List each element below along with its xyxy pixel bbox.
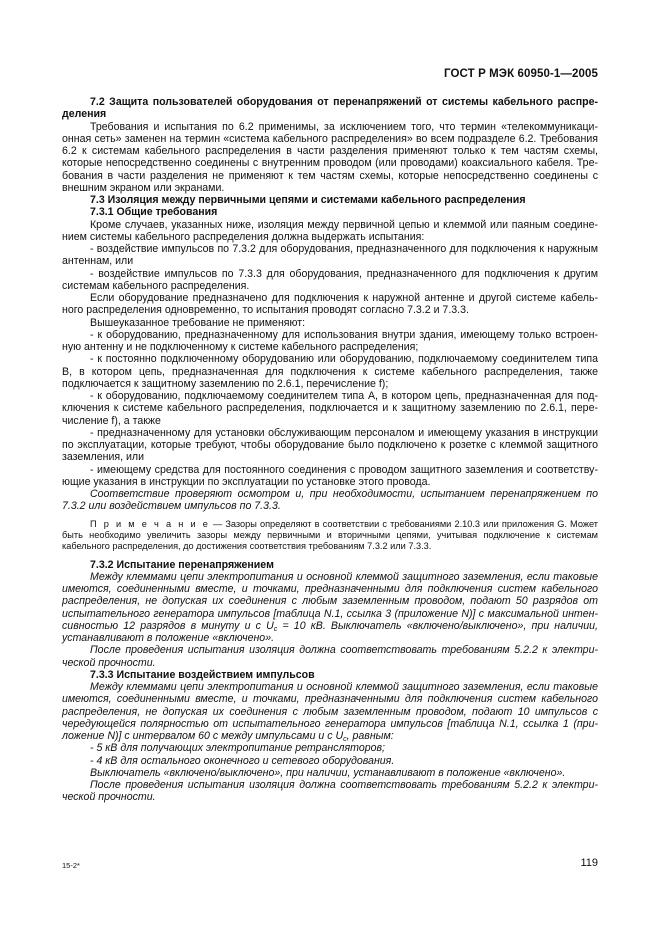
paragraph: Если оборудование предназначено для подключения к наружной антенне и другой системе кабельного распределения одновременно, то испытания проводят согласно 7.3.2 и 7.3.3. <box>62 292 598 317</box>
section-7-3-title: 7.3 Изоляция между первичными цепями и системами кабельного распределения <box>90 194 526 206</box>
paragraph: После проведения испытания изоляция должна соответствовать требованиям 5.2.2 к электрической прочности. <box>62 644 598 669</box>
paragraph <box>62 681 598 742</box>
section-7-3-2-title: 7.3.2 Испытание перенапряжением <box>90 558 274 571</box>
note <box>62 519 598 553</box>
paragraph <box>62 571 598 645</box>
compliance-paragraph: Соответствие проверяют осмотром и, при необходимости, испытанием перенапряжением по 7.3.2 или воздействием импульсов по 7.3.3. <box>62 488 598 513</box>
list-item: - к оборудованию, подключаемому соединителем типа А, в котором цепь, предназначенная для подключения к системе кабельного распределения, подключается и к защитному заземлению по 2.6.1, перечисление f), а также <box>62 390 598 427</box>
document-body <box>62 96 598 804</box>
document-id: ГОСТ Р МЭК 60950-1—2005 <box>444 68 598 80</box>
paragraph: Выключатель «включено/выключено», при наличии, устанавливают в положение «включено». <box>90 766 566 779</box>
list-item: - воздействие импульсов по 7.3.2 для оборудования, предназначенного для подключения к наружным антеннам, или <box>62 243 598 268</box>
note-text: — Зазоры определяют в соответствии с требованиями 2.10.3 или приложения G. Может быть необходимо увеличить зазоры между первичными и вторичными цепями, учитывая подключение к системам кабельного распределения, до достижения соответствия требованиям 7.3.2 или 7.3.3. <box>62 518 598 552</box>
text-part: Между клеммами цепи электропитания и основной клеммой защитного заземления, если таковые имеются, соединенными вместе, и точками, предназначенными для подключения систем кабельного распределения, не допуская их соединения с любым заземленным проводом, подают 50 разрядов от испытательного генератора импульсов [таблица N.1, ссылка 3 (приложение N)] с максимальной интенсивностью 12 разрядов в минуту и с U <box>62 570 598 632</box>
list-item: - 4 кВ для остального оконечного и сетевого оборудования. <box>90 754 395 767</box>
paragraph: Кроме случаев, указанных ниже, изоляция между первичной цепью и клеммой или паяным соединением системы кабельного распределения должна выдержать испытания: <box>62 218 598 243</box>
section-7-3-3-title: 7.3.3 Испытание воздействием импульсов <box>90 668 315 681</box>
list-item: - воздействие импульсов по 7.3.3 для оборудования, предназначенного для подключения к другим системам кабельного распределения. <box>62 267 598 292</box>
text-part: , равным: <box>346 730 394 743</box>
note-label: П р и м е ч а н и е <box>90 518 210 529</box>
paragraph: Вышеуказанное требование не применяют: <box>90 316 306 329</box>
list-item: - к оборудованию, предназначенному для использования внутри здания, имеющему только встроенную антенну и не подключенному к системе кабельного распределения; <box>62 328 598 353</box>
section-7-2-paragraph: Требования и испытания по 6.2 применимы, за исключением того, что термин «телекоммуникационная сеть» заменен на термин «система кабельного распределения» во всем подразделе 6.2. Требования 6.2 к системам кабельного распределения в части разделения применяют только к тем частям схемы, которые непосредственно соединены с внутренним проводом (или проводами) коаксиального кабеля. Требования в части разделения не применяют к тем частям схемы, которые непосредственно соединены с внешним экраном или экранами. <box>62 120 598 194</box>
paragraph: После проведения испытания изоляция должна соответствовать требованиям 5.2.2 к электрической прочности. <box>62 779 598 804</box>
text-part: = 10 кВ. Выключатель «включено/выключено», при наличии, устанавливают в положение «включено». <box>62 619 598 645</box>
page-number: 119 <box>580 857 598 869</box>
subscript: c <box>273 625 278 633</box>
subscript: c <box>343 736 347 744</box>
list-item: - 5 кВ для получающих электропитание ретрансляторов; <box>90 742 385 755</box>
list-item: - имеющему средства для постоянного соединения с проводом защитного заземления и соответствующие указания в инструкции по эксплуатации по установке этого провода. <box>62 463 598 488</box>
text-part: Между клеммами цепи электропитания и основной клеммой защитного заземления, если таковые имеются, соединенными вместе, и точками, предназначенными для подключения систем кабельного распределения, не допуская их соединения с любым заземленным проводом, подают 10 импульсов с чередующейся полярностью от испытательного генератора импульсов [таблица N.1, ссылка 1 (приложение N)] с интервалом 60 с между импульсами и с U <box>62 681 598 743</box>
section-7-3-1-title: 7.3.1 Общие требования <box>90 206 218 219</box>
list-item: - к постоянно подключенному оборудованию или оборудованию, подключаемому соединителем типа В, в котором цепь, предназначенная для подключения к системе кабельного распределения, также подключается к защитному заземлению по 2.6.1, перечисление f); <box>62 353 598 390</box>
list-item: - предназначенному для установки обслуживающим персоналом и имеющему указания в инструкции по эксплуатации, которые требуют, чтобы оборудование было подключено к розетке с клеммой защитного заземления, или <box>62 426 598 464</box>
section-7-2-title: 7.2 Защита пользователей оборудования от перенапряжений от системы кабельного распределения <box>62 96 598 121</box>
footer-sheet-mark: 15-2* <box>62 861 80 870</box>
